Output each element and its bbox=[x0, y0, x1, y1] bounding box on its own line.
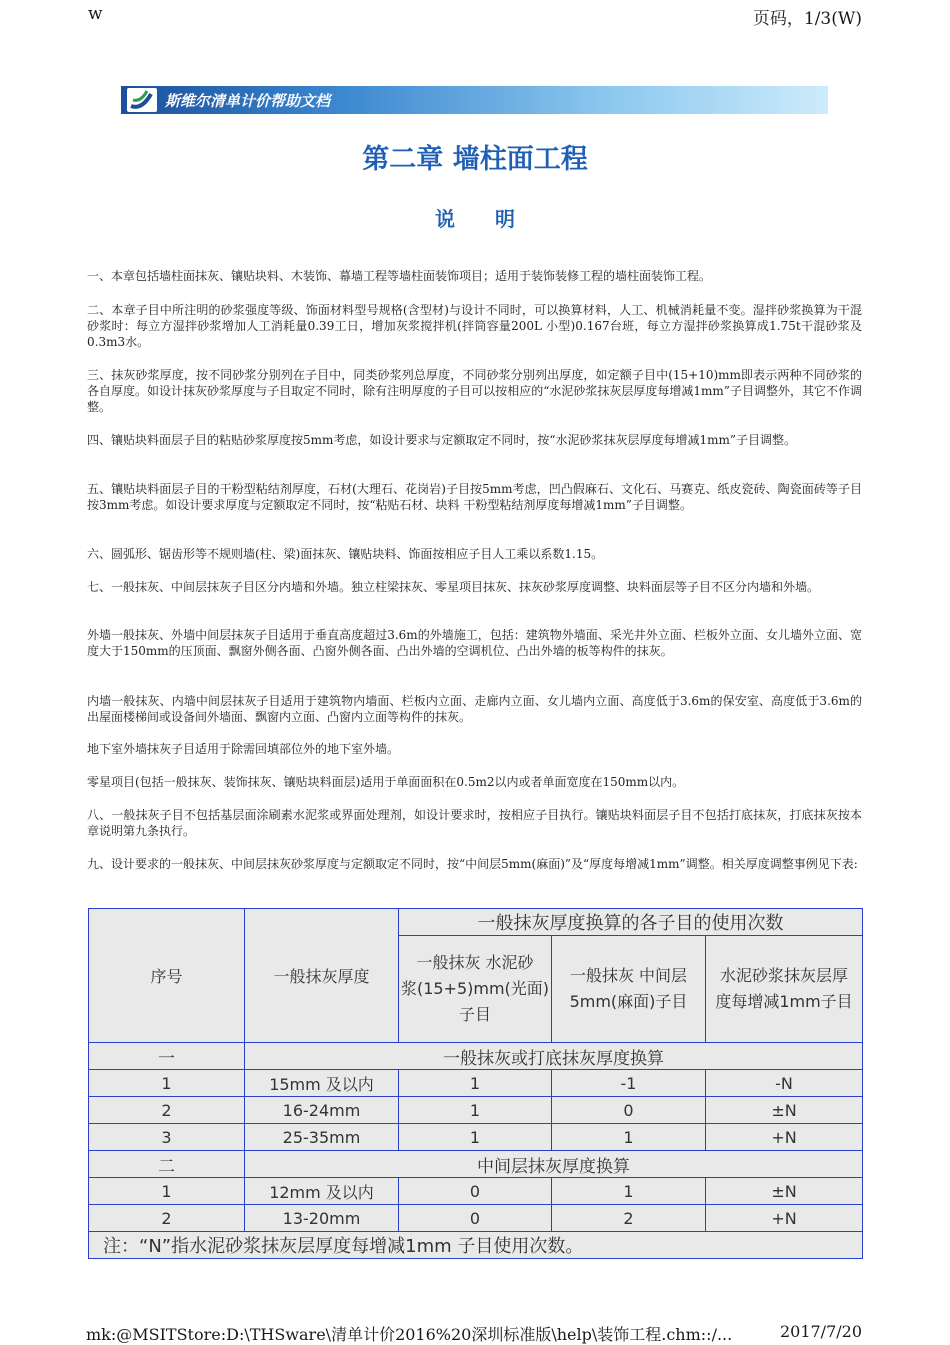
paragraph-12: 八、一般抹灰子目不包括基层面涂刷素水泥浆或界面处理剂，如设计要求时，按相应子目执行。镶贴块料面层子目不包括打底抹灰，打底抹灰按本章说明第九条执行。 bbox=[87, 808, 862, 838]
cell: ±N bbox=[706, 1097, 863, 1124]
section-1-seq: 一 bbox=[89, 1043, 245, 1070]
paragraph-9: 内墙一般抹灰、内墙中间层抹灰子目适用于建筑物内墙面、栏板内立面、走廊内立面、女儿墙内立面、高度低于3.6m的保安室、高度低于3.6m的出屋面楼梯间或设备间外墙面、飘窗内立面、凸窗内立面等构件的抹灰。 bbox=[87, 694, 862, 724]
cell: 2 bbox=[89, 1097, 245, 1124]
cell: 1 bbox=[89, 1070, 245, 1097]
help-banner bbox=[121, 86, 828, 114]
section-2-label: 中间层抹灰厚度换算 bbox=[245, 1151, 863, 1178]
cell: 1 bbox=[89, 1178, 245, 1205]
paragraph-1: 一、本章包括墙柱面抹灰、镶贴块料、木装饰、幕墙工程等墙柱面装饰项目；适用于装饰装修工程的墙柱面装饰工程。 bbox=[87, 269, 712, 283]
cell: 2 bbox=[89, 1205, 245, 1232]
paragraph-6: 六、圆弧形、锯齿形等不规则墙(柱、梁)面抹灰、镶贴块料、饰面按相应子目人工乘以系数1.15。 bbox=[87, 547, 604, 561]
paragraph-2: 二、本章子目中所注明的砂浆强度等级、饰面材料型号规格(含型材)与设计不同时，可以换算材料，人工、机械消耗量不变。湿拌砂浆换算为干混砂浆时：每立方湿拌砂浆增加人工消耗量0.39工日，增加灰浆搅拌机(拌筒容量200L 小型)0.167台班，每立方湿拌砂浆换算成1.75t干混砂浆及0.3m3水。 bbox=[87, 303, 862, 349]
cell: -N bbox=[706, 1070, 863, 1097]
table-note: 注：“N”指水泥砂浆抹灰层厚度每增减1mm 子目使用次数。 bbox=[89, 1232, 863, 1259]
header-seq: 序号 bbox=[89, 909, 245, 1043]
table-row bbox=[89, 1124, 863, 1151]
cell: 2 bbox=[552, 1205, 706, 1232]
cell: 1 bbox=[399, 1070, 552, 1097]
banner-title: 斯维尔清单计价帮助文档 bbox=[165, 92, 331, 110]
company-logo-icon bbox=[127, 88, 157, 112]
page-footer-date: 2017/7/20 bbox=[779, 1322, 862, 1341]
cell: 1 bbox=[552, 1178, 706, 1205]
cell: 1 bbox=[552, 1124, 706, 1151]
header-thickness: 一般抹灰厚度 bbox=[245, 909, 399, 1043]
cell: 3 bbox=[89, 1124, 245, 1151]
cell: 1 bbox=[399, 1097, 552, 1124]
cell: +N bbox=[706, 1205, 863, 1232]
page-footer-url: mk:@MSITStore:D:\THSware\清单计价2016%20深圳标准版\help\装饰工程.chm::/... bbox=[86, 1325, 733, 1344]
thickness-adjustment-table bbox=[88, 908, 863, 1259]
paragraph-8: 外墙一般抹灰、外墙中间层抹灰子目适用于垂直高度超过3.6m的外墙施工，包括：建筑物外墙面、采光井外立面、栏板外立面、女儿墙外立面、宽度大于150mm的压顶面、飘窗外侧各面、凸窗外侧各面、凸出外墙的空调机位、凸出外墙的板等构件的抹灰。 bbox=[87, 628, 862, 658]
cell: -1 bbox=[552, 1070, 706, 1097]
cell: 12mm 及以内 bbox=[245, 1178, 399, 1205]
cell: ±N bbox=[706, 1178, 863, 1205]
chapter-title: 第二章 墙柱面工程 bbox=[362, 144, 588, 175]
paragraph-3: 三、抹灰砂浆厚度，按不同砂浆分别列在子目中，同类砂浆列总厚度，不同砂浆分别列出厚度，如定额子目中(15+10)mm即表示两种不同砂浆的各自厚度。如设计抹灰砂浆厚度与子目取定不同时，除有注明厚度的子目可以按相应的“水泥砂浆抹灰层厚度每增减1mm”子目调整外，其它不作调整。 bbox=[87, 368, 862, 414]
cell: 13-20mm bbox=[245, 1205, 399, 1232]
header-sub-2: 一般抹灰 中间层 5mm(麻面)子目 bbox=[552, 936, 706, 1043]
paragraph-5: 五、镶贴块料面层子目的干粉型粘结剂厚度，石材(大理石、花岗岩)子目按5mm考虑，凹凸假麻石、文化石、马赛克、纸皮瓷砖、陶瓷面砖等子目按3mm考虑。如设计要求厚度与定额取定不同时，按“粘贴石材、块料 干粉型粘结剂厚度每增减1mm”子目调整。 bbox=[87, 482, 862, 512]
table-row bbox=[89, 1097, 863, 1124]
cell: 0 bbox=[399, 1178, 552, 1205]
header-sub-3: 水泥砂浆抹灰层厚 度每增减1mm子目 bbox=[706, 936, 863, 1043]
cell: 16-24mm bbox=[245, 1097, 399, 1124]
cell: +N bbox=[706, 1124, 863, 1151]
cell: 0 bbox=[399, 1205, 552, 1232]
paragraph-13: 九、设计要求的一般抹灰、中间层抹灰砂浆厚度与定额取定不同时，按“中间层5mm(麻面)”及“厚度每增减1mm”调整。相关厚度调整事例见下表: bbox=[87, 857, 858, 871]
table-row bbox=[89, 1205, 863, 1232]
section-subtitle: 说明 bbox=[435, 207, 555, 231]
paragraph-10: 地下室外墙抹灰子目适用于除需回填部位外的地下室外墙。 bbox=[87, 742, 400, 756]
table-row bbox=[89, 1070, 863, 1097]
paragraph-4: 四、镶贴块料面层子目的粘贴砂浆厚度按5mm考虑，如设计要求与定额取定不同时，按“水泥砂浆抹灰层厚度每增减1mm”子目调整。 bbox=[87, 433, 797, 447]
section-1-label: 一般抹灰或打底抹灰厚度换算 bbox=[245, 1043, 863, 1070]
cell: 1 bbox=[399, 1124, 552, 1151]
cell: 25-35mm bbox=[245, 1124, 399, 1151]
section-2-seq: 二 bbox=[89, 1151, 245, 1178]
cell: 0 bbox=[552, 1097, 706, 1124]
paragraph-7: 七、一般抹灰、中间层抹灰子目区分内墙和外墙。独立柱梁抹灰、零星项目抹灰、抹灰砂浆厚度调整、块料面层等子目不区分内墙和外墙。 bbox=[87, 580, 820, 594]
cell: 15mm 及以内 bbox=[245, 1070, 399, 1097]
table-row bbox=[89, 1178, 863, 1205]
header-group: 一般抹灰厚度换算的各子目的使用次数 bbox=[399, 909, 863, 936]
page-header-page-number: 页码，1/3(W) bbox=[752, 9, 862, 29]
page-header-left: w bbox=[88, 4, 103, 24]
header-sub-1: 一般抹灰 水泥砂 浆(15+5)mm(光面)子目 bbox=[399, 936, 552, 1043]
paragraph-11: 零星项目(包括一般抹灰、装饰抹灰、镶贴块料面层)适用于单面面积在0.5m2以内或者单面宽度在150mm以内。 bbox=[87, 775, 685, 789]
